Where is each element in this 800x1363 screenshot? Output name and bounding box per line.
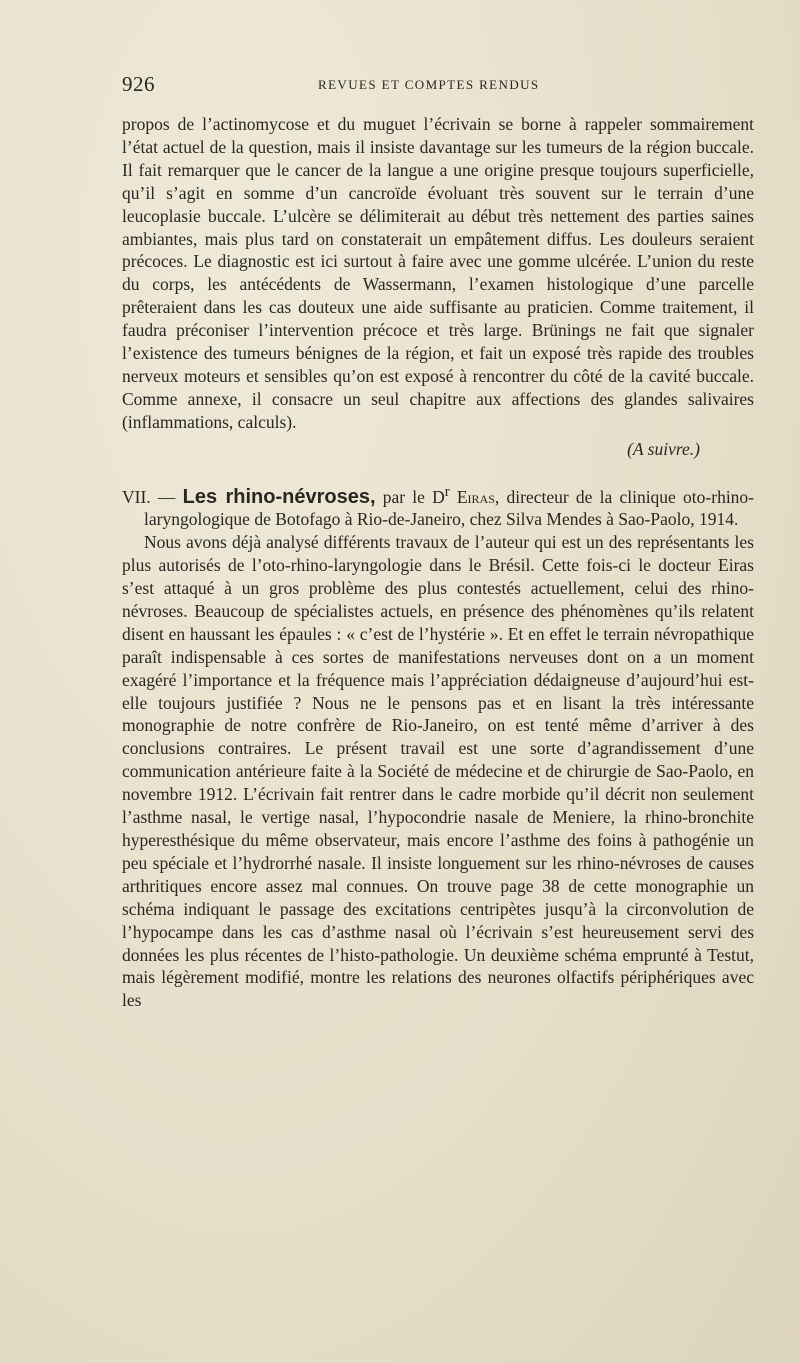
section-by: par le D [375, 486, 445, 507]
section-title: Les rhino-névroses, [182, 485, 376, 508]
body-text [122, 113, 754, 1012]
running-head: REVUES ET COMPTES RENDUS [318, 77, 540, 92]
paragraph-continued: propos de l’actinomycose et du muguet l’écrivain se borne à rappeler sommairement l’état actuel de la question, mais il insiste davantage sur les tumeurs de la région buccale. Il fait remarquer que le cancer de la langue a une origine presque toujours superficielle, qu’il s’agit en somme d’un cancroïde évoluant très souvent sur le terrain d’une leucoplasie buccale. L’ulcère se délimiterait au début très nettement des parties saines ambiantes, mais plus tard on constaterait un empâtement diffus. Les douleurs seraient précoces. Le diagnostic est ici surtout à faire avec une gomme ulcérée. L’union du reste du corps, les antécédents de Wassermann, l’examen histologique d’une parcelle prêteraient dans les cas douteux une aide suffisante au praticien. Comme traitement, il faudra préconiser l’intervention précoce et très large. Brünings ne fait que signaler l’existence des tumeurs bénignes de la région, et fait un exposé très rapide des troubles nerveux moteurs et sensibles qu’on est exposé à rencontrer du côté de la cavité buccale. Comme annexe, il consacre un seul chapitre aux affections des glandes salivaires (inflammations, calculs). [122, 114, 754, 432]
section-heading [122, 481, 754, 532]
paragraph-review: Nous avons déjà analysé différents travaux de l’auteur qui est un des représentants les plus autorisés de l’oto-rhino-laryngologie dans le Brésil. Cette fois-ci le docteur Eiras s’est attaqué à un gros problème des plus contestés actuellement, celui des rhino-névroses. Beaucoup de spécialistes actuels, en présence des phénomènes qu’ils relatent disent en haussant les épaules : « c’est de l’hystérie ». Et en effet le terrain névropathique paraît indispensable à ces sortes de manifestations nerveuses dont on a un moment exagéré l’importance et la fréquence mais l’appréciation dédaigneuse d’aujourd’hui est-elle toujours justifiée ? Nous ne le pensons pas et en lisant la très intéressante monographie de notre confrère de Rio-Janeiro, on est tenté même d’arriver à des conclusions contraires. Le présent travail est une sorte d’agrandissement d’une communication antérieure faite à la Société de médecine et de chirurgie de Sao-Paolo, en novembre 1912. L’écrivain fait rentrer dans le cadre morbide qu’il décrit non seulement l’asthme nasal, le vertige nasal, l’hypocondrie nasale de Meniere, la rhino-bronchite hyperesthésique du même observateur, mais encore l’asthme des foins à pathogénie un peu spéciale et l’hydrorrhé nasale. Il insiste longuement sur les rhino-névroses de causes arthritiques encore assez mal connues. On trouve page 38 de cette monographie un schéma indiquant le passage des excitations centripètes jusqu’à la circonvolution de l’hypocampe dans les cas d’asthme nasal où l’écrivain s’est heureusement servi des données les plus récentes de l’histo-pathologie. Un deuxième schéma emprunté à Testut, mais légèrement modifié, montre les relations des neurones olfactifs périphériques avec les [122, 532, 754, 1011]
section-number: VII. — [122, 486, 183, 507]
page-number: 926 [122, 72, 155, 96]
to-be-continued-note: (A suivre.) [627, 438, 700, 459]
doctor-superscript: r [444, 483, 450, 500]
author-affiliation: , directeur de la clinique oto-rhino-laryngologique de Botofago à Rio-de-Janeiro, chez Silva Mendes à Sao-Paolo, 1914. [144, 486, 755, 530]
author-name: Eiras [449, 486, 495, 507]
page-header [122, 72, 754, 100]
